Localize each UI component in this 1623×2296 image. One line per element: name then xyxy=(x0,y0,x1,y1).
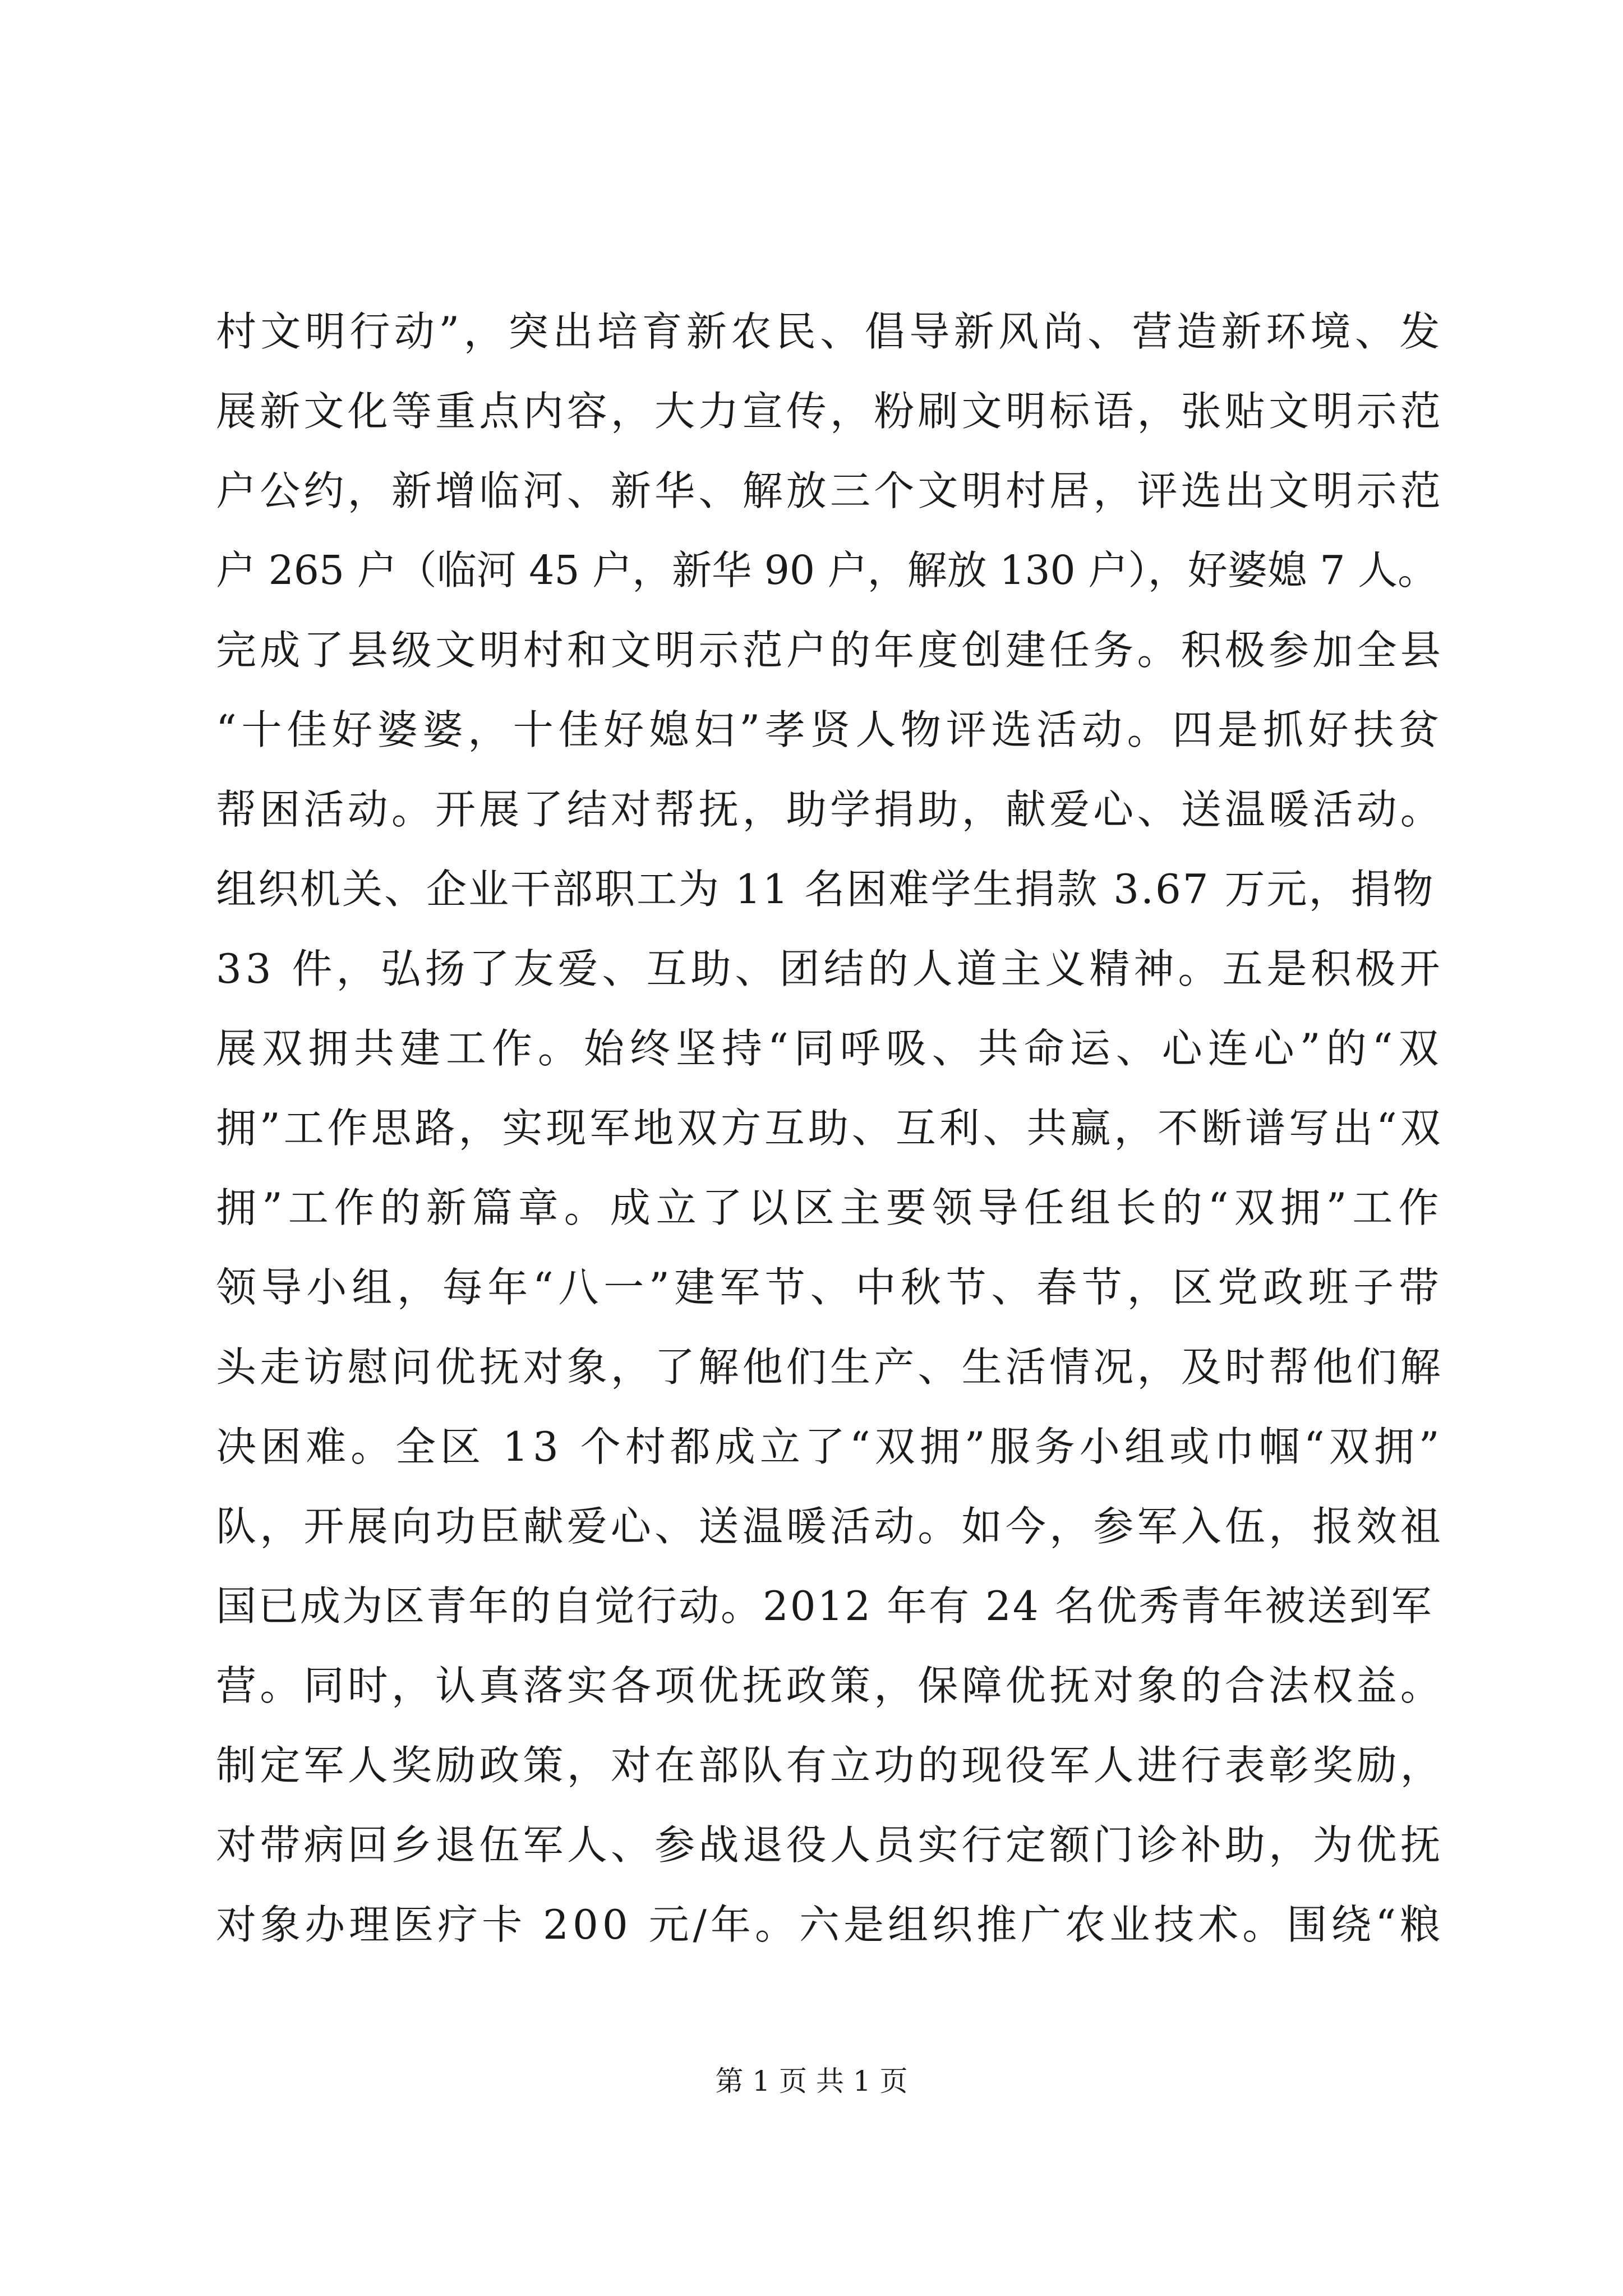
text-line: 33 件，弘扬了友爱、互助、团结的人道主义精神。五是积极开 xyxy=(216,945,1444,992)
text-line: 制定军人奖励政策，对在部队有立功的现役军人进行表彰奖励， xyxy=(216,1742,1445,1789)
text-line: 户 265 户（临河 45 户，新华 90 户，解放 130 户），好婆媳 7 人。 xyxy=(216,547,1438,593)
text-line: 组织机关、企业干部职工为 11 名困难学生捐款 3.67 万元，捐物 xyxy=(216,866,1435,913)
text-line: 决困难。全区 13 个村都成立了“双拥”服务小组或巾帼“双拥” xyxy=(216,1423,1444,1470)
text-line: 领导小组，每年“八一”建军节、中秋节、春节，区党政班子带 xyxy=(216,1264,1444,1311)
text-line: 村文明行动”，突出培育新农民、倡导新风尚、营造新环境、发 xyxy=(216,308,1444,355)
text-line: 拥”工作思路，实现军地双方互助、互利、共赢，不断谱写出“双 xyxy=(216,1105,1444,1152)
text-line: 户公约，新增临河、新华、解放三个文明村居，评选出文明示范 xyxy=(216,467,1445,514)
text-line: 完成了县级文明村和文明示范户的年度创建任务。积极参加全县 xyxy=(216,627,1445,674)
text-line: 队，开展向功臣献爱心、送温暖活动。如今，参军入伍，报效祖 xyxy=(216,1503,1445,1550)
page-footer: 第 1 页 共 1 页 xyxy=(715,2065,908,2097)
text-line: 头走访慰问优抚对象，了解他们生产、生活情况，及时帮他们解 xyxy=(216,1343,1445,1391)
text-line: “十佳好婆婆，十佳好媳妇”孝贤人物评选活动。四是抓好扶贫 xyxy=(216,706,1444,753)
document-body xyxy=(216,292,1444,1964)
text-line: 营。同时，认真落实各项优抚政策，保障优抚对象的合法权益。 xyxy=(216,1662,1445,1709)
text-line: 帮困活动。开展了结对帮抚，助学捐助，献爱心、送温暖活动。 xyxy=(216,786,1445,833)
text-line: 展新文化等重点内容，大力宣传，粉刷文明标语，张贴文明示范 xyxy=(216,388,1445,435)
text-line: 拥”工作的新篇章。成立了以区主要领导任组长的“双拥”工作 xyxy=(216,1184,1445,1231)
text-line: 对象办理医疗卡 200 元/年。六是组织推广农业技术。围绕“粮 xyxy=(216,1901,1445,1948)
text-line: 展双拥共建工作。始终坚持“同呼吸、共命运、心连心”的“双 xyxy=(216,1025,1445,1072)
text-line: 对带病回乡退伍军人、参战退役人员实行定额门诊补助，为优抚 xyxy=(216,1821,1445,1869)
text-line: 国已成为区青年的自觉行动。2012 年有 24 名优秀青年被送到军 xyxy=(216,1582,1433,1630)
